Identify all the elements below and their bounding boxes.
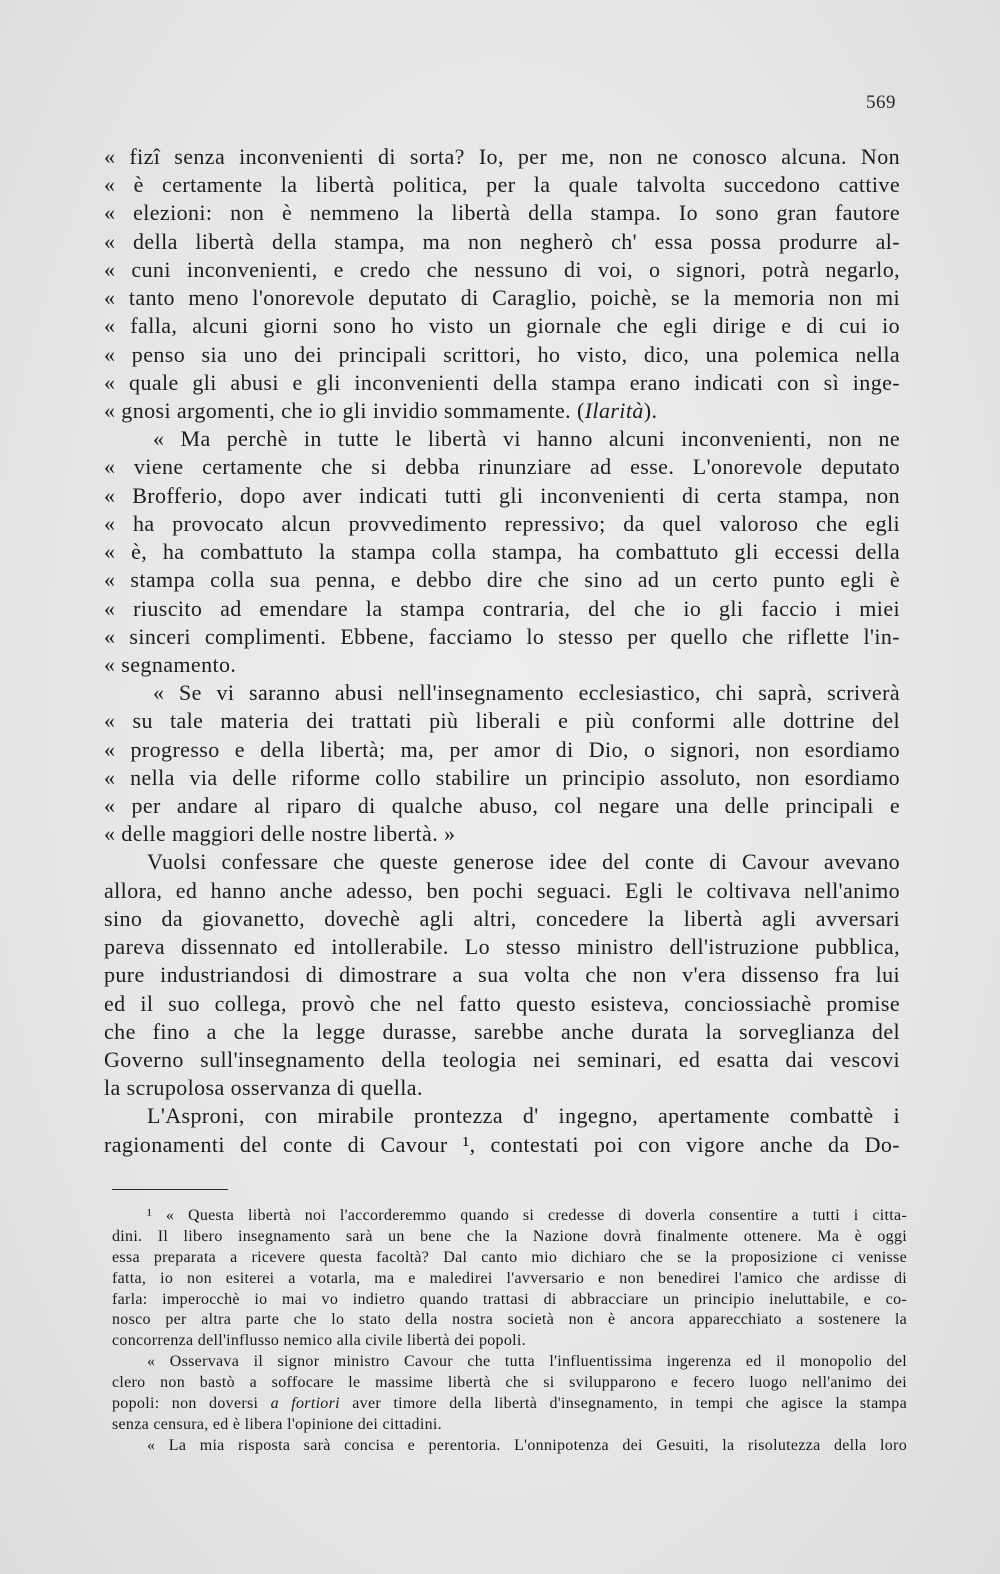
text-line: « per andare al riparo di qualche abuso, col negare una delle principali e [104,793,900,819]
text-segment: popoli: non doversi [112,1395,271,1413]
italic-text: Ilarità [584,397,644,423]
text-line: Governo sull'insegnamento della teologia nei seminari, ed esatta dai vescovi [104,1047,900,1072]
text-line: « cuni inconvenienti, e credo che nessuno di voi, o signori, potrà negarlo, [104,256,900,282]
footnote-line: fatta, io non esiterei a votarla, ma e maledirei l'avversario e non benedirei l'amico che ardisse di [112,1269,907,1287]
footnote-line: clero non bastò a soffocare le massime libertà che si svilupparono e fecero luogo nell'animo dei [112,1374,907,1392]
footnote-line: senza censura, ed è libera l'opinione dei cittadini. [112,1415,442,1433]
text-line: Vuolsi confessare che queste generose idee del conte di Cavour avevano [147,849,900,875]
text-segment: ). [643,397,658,423]
text-line: « della libertà della stampa, ma non negherò ch' essa possa produrre al- [104,228,900,254]
footnote-line: dini. Il libero insegnamento sarà un bene che la Nazione dovrà finalmente ottenere. Ma è oggi [112,1227,907,1245]
text-line: sino da giovanetto, dovechè agli altri, concedere la libertà agli avversari [104,905,900,931]
text-line: allora, ed hanno anche adesso, ben pochi seguaci. Egli le coltivava nell'animo [104,877,900,903]
footnote-line [112,1394,907,1415]
text-line: « riuscito ad emendare la stampa contraria, del che io gli faccio i miei [104,595,900,621]
text-line: « stampa colla sua penna, e debbo dire che sino ad un certo punto egli è [104,567,900,593]
text-line: « progresso e della libertà; ma, per amor di Dio, o signori, non esordiamo [104,736,900,762]
text-line: « penso sia uno dei principali scrittori, ho visto, dico, una polemica nella [104,341,900,367]
text-line: « elezioni: non è nemmeno la libertà della stampa. Io sono gran fautore [104,200,900,226]
footnote-line: « Osservava il signor ministro Cavour che tutta l'influentissima ingerenza ed il monopolio del [147,1353,907,1371]
footnote-line: nosco per altra parte che lo stato della nostra società non è ancora apparecchiato a sostenere la [112,1311,907,1329]
text-line: che fino a che la legge durasse, sarebbe anche durata la sorveglianza del [104,1018,900,1044]
text-line: « Ma perchè in tutte le libertà vi hanno alcuni inconvenienti, non ne [153,426,900,452]
text-line: « sinceri complimenti. Ebbene, facciamo lo stesso per quello che riflette l'in- [104,623,900,649]
text-line: la scrupolosa osservanza di quella. [104,1075,423,1101]
text-line: ragionamenti del conte di Cavour ¹, contestati poi con vigore anche da Do- [104,1131,900,1157]
text-line: « falla, alcuni giorni sono ho visto un giornale che egli dirige e di cui io [104,313,900,339]
text-line: « nella via delle riforme collo stabilire un principio assoluto, non esordiamo [104,764,900,790]
text-line: « ha provocato alcun provvedimento repressivo; da quel valoroso che egli [104,510,900,536]
text-line: « tanto meno l'onorevole deputato di Caraglio, poichè, se la memoria non mi [104,285,900,311]
text-line: pure industriandosi di dimostrare a sua volta che non v'era dissenso fra lui [104,962,900,988]
text-line: « quale gli abusi e gli inconvenienti della stampa erano indicati con sì inge- [104,369,900,395]
footnote-rule [112,1189,228,1190]
text-segment: « gnosi argomenti, che io gli invidio sommamente. ( [104,397,585,423]
text-line: « delle maggiori delle nostre libertà. » [104,821,456,847]
page-number: 569 [866,92,896,113]
footnote-line: « La mia risposta sarà concisa e perentoria. L'onnipotenza dei Gesuiti, la risolutezza della loro [147,1436,907,1454]
footnote-line: farla: imperocchè io mai vo indietro quando trattasi di abbracciare un principio ineluttabile, e co- [112,1290,907,1308]
text-line: ed il suo collega, provò che nel fatto questo esisteva, conciossiachè promise [104,990,900,1016]
text-line: « Brofferio, dopo aver indicati tutti gli inconvenienti di certa stampa, non [104,482,900,508]
footnote-line: concorrenza dell'influsso nemico alla civile libertà dei popoli. [112,1332,526,1350]
text-line: « è certamente la libertà politica, per la quale talvolta succedono cattive [104,172,900,198]
footnotes [112,1206,907,1457]
text-line: « è, ha combattuto la stampa colla stampa, ha combattuto gli eccessi della [104,539,900,565]
text-line: L'Asproni, con mirabile prontezza d' ingegno, apertamente combattè i [147,1103,900,1129]
text-line: « viene certamente che si debba rinunziare ad esse. L'onorevole deputato [104,454,900,480]
text-line: « su tale materia dei trattati più liberali e più conformi alle dottrine del [104,708,900,734]
main-text [104,143,900,1159]
text-line: « Se vi saranno abusi nell'insegnamento ecclesiastico, chi saprà, scriverà [153,680,900,706]
footnote-line: ¹ « Questa libertà noi l'accorderemmo quando si credesse di doverla consentire a tutti i citta- [147,1207,907,1224]
text-line: pareva dissennato ed intollerabile. Lo stesso ministro dell'istruzione pubblica, [104,934,900,960]
footnote-line: essa preparata a ricevere questa facoltà? Dal canto mio dichiaro che se la proposizione ci venisse [112,1248,907,1266]
text-line: « fizî senza inconvenienti di sorta? Io, per me, non ne conosco alcuna. Non [104,144,900,169]
text-segment: aver timore della libertà d'insegnamento, in tempi che agisce la stampa [339,1395,908,1413]
italic-text: a fortiori [270,1395,340,1413]
text-line: « segnamento. [104,651,237,677]
text-line [104,397,900,425]
